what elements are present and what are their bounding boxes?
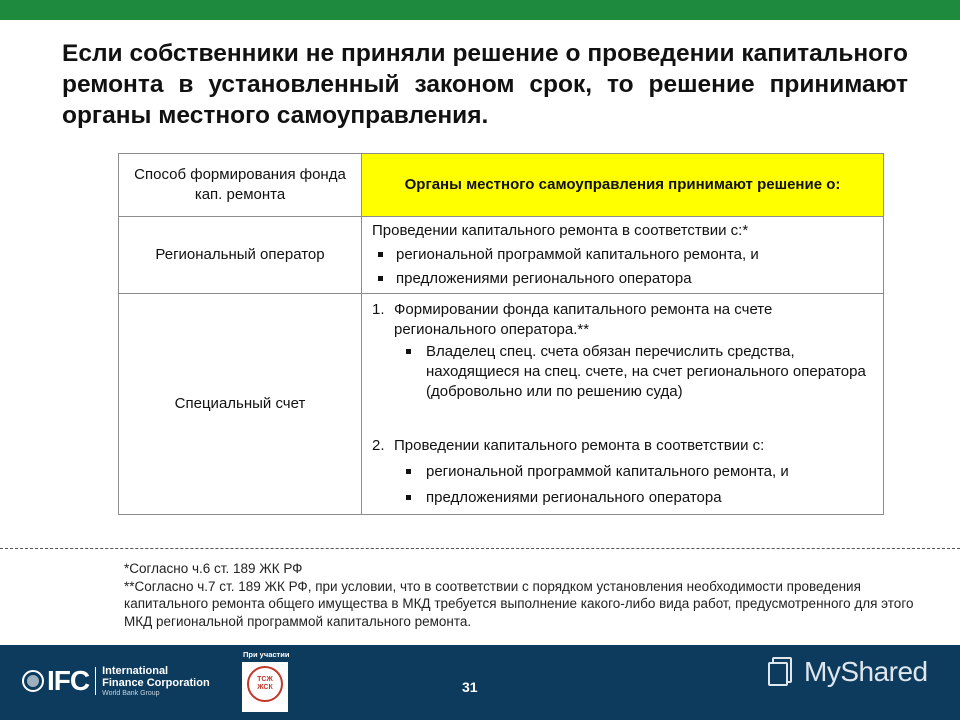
globe-icon bbox=[22, 670, 44, 692]
list-item bbox=[372, 462, 875, 482]
row1-intro: Проведении капитального ремонта в соответствии с:* bbox=[372, 222, 749, 239]
slides-icon bbox=[768, 657, 798, 687]
list-item bbox=[372, 342, 875, 402]
bullet-square-icon bbox=[378, 252, 383, 257]
watermark-text: MyShared bbox=[804, 656, 928, 687]
header-method: Способ формирования фонда кап. ремонта bbox=[119, 154, 362, 217]
ifc-line-1: International bbox=[102, 664, 169, 677]
list-item-text: региональной программой капитального ремонта, и bbox=[426, 463, 789, 480]
logo-separator bbox=[95, 667, 96, 695]
item-text: Формировании фонда капитального ремонта на счете регионального оператора.** bbox=[394, 301, 773, 338]
bullet-square-icon bbox=[378, 276, 383, 281]
partner-badge bbox=[242, 662, 288, 712]
footnotes bbox=[124, 560, 914, 630]
bullet-square-icon bbox=[406, 469, 411, 474]
ifc-line-3: World Bank Group bbox=[102, 689, 160, 697]
slide-title: Если собственники не приняли решение о проведении капитального ремонта в установленный законом срок, то решение принимают органы местного самоуправления. bbox=[62, 40, 908, 129]
header-decision: Органы местного самоуправления принимают решение о: bbox=[362, 154, 884, 217]
ifc-name bbox=[102, 665, 210, 698]
spacer bbox=[372, 402, 875, 436]
footnote-2: **Согласно ч.7 ст. 189 ЖК РФ, при условии, что в соответствии с порядком установления необходимости проведения капитального ремонта общего имущества в МКД требуется выполнение какого-либо вида работ, предусмотренного для этого МКД региональной программой капитального ремонта. bbox=[124, 578, 914, 629]
footnote-1: *Согласно ч.6 ст. 189 ЖК РФ bbox=[124, 561, 303, 576]
dashed-divider bbox=[0, 548, 960, 549]
table-header-row bbox=[119, 154, 884, 217]
list-item-text: Владелец спец. счета обязан перечислить средства, находящиеся на спец. счете, на счет регионального оператора (добровольно или по решению суда) bbox=[426, 343, 866, 400]
ifc-logo bbox=[22, 666, 210, 696]
list-item-text: предложениями регионального оператора bbox=[396, 270, 692, 287]
row-label-regional-operator: Региональный оператор bbox=[119, 217, 362, 294]
table-row bbox=[119, 217, 884, 294]
row-label-special-account: Специальный счет bbox=[119, 294, 362, 515]
numbered-item bbox=[372, 300, 875, 340]
item-number: 2. bbox=[372, 437, 385, 454]
partner-label: При участии bbox=[243, 650, 290, 659]
row-content-regional-operator bbox=[362, 217, 884, 294]
list-item-text: предложениями регионального оператора bbox=[426, 489, 722, 506]
decision-table bbox=[118, 153, 884, 515]
bullet-square-icon bbox=[406, 495, 411, 500]
bullet-square-icon bbox=[406, 349, 411, 354]
association-seal-icon bbox=[247, 666, 283, 702]
list-item bbox=[372, 245, 875, 265]
item-text: Проведении капитального ремонта в соответствии с: bbox=[394, 437, 765, 454]
ifc-line-2: Finance Corporation bbox=[102, 676, 210, 689]
list-item bbox=[372, 488, 875, 508]
top-green-bar bbox=[0, 0, 960, 20]
list-item bbox=[372, 269, 875, 289]
seal-text: ТСЖ ЖСК bbox=[257, 676, 273, 691]
row-content-special-account bbox=[362, 294, 884, 515]
ifc-letters: IFC bbox=[47, 665, 90, 696]
numbered-item bbox=[372, 436, 875, 456]
item-number: 1. bbox=[372, 301, 385, 318]
myshared-watermark bbox=[768, 656, 928, 688]
table-row bbox=[119, 294, 884, 515]
page-number: 31 bbox=[462, 679, 478, 695]
list-item-text: региональной программой капитального ремонта, и bbox=[396, 246, 759, 263]
